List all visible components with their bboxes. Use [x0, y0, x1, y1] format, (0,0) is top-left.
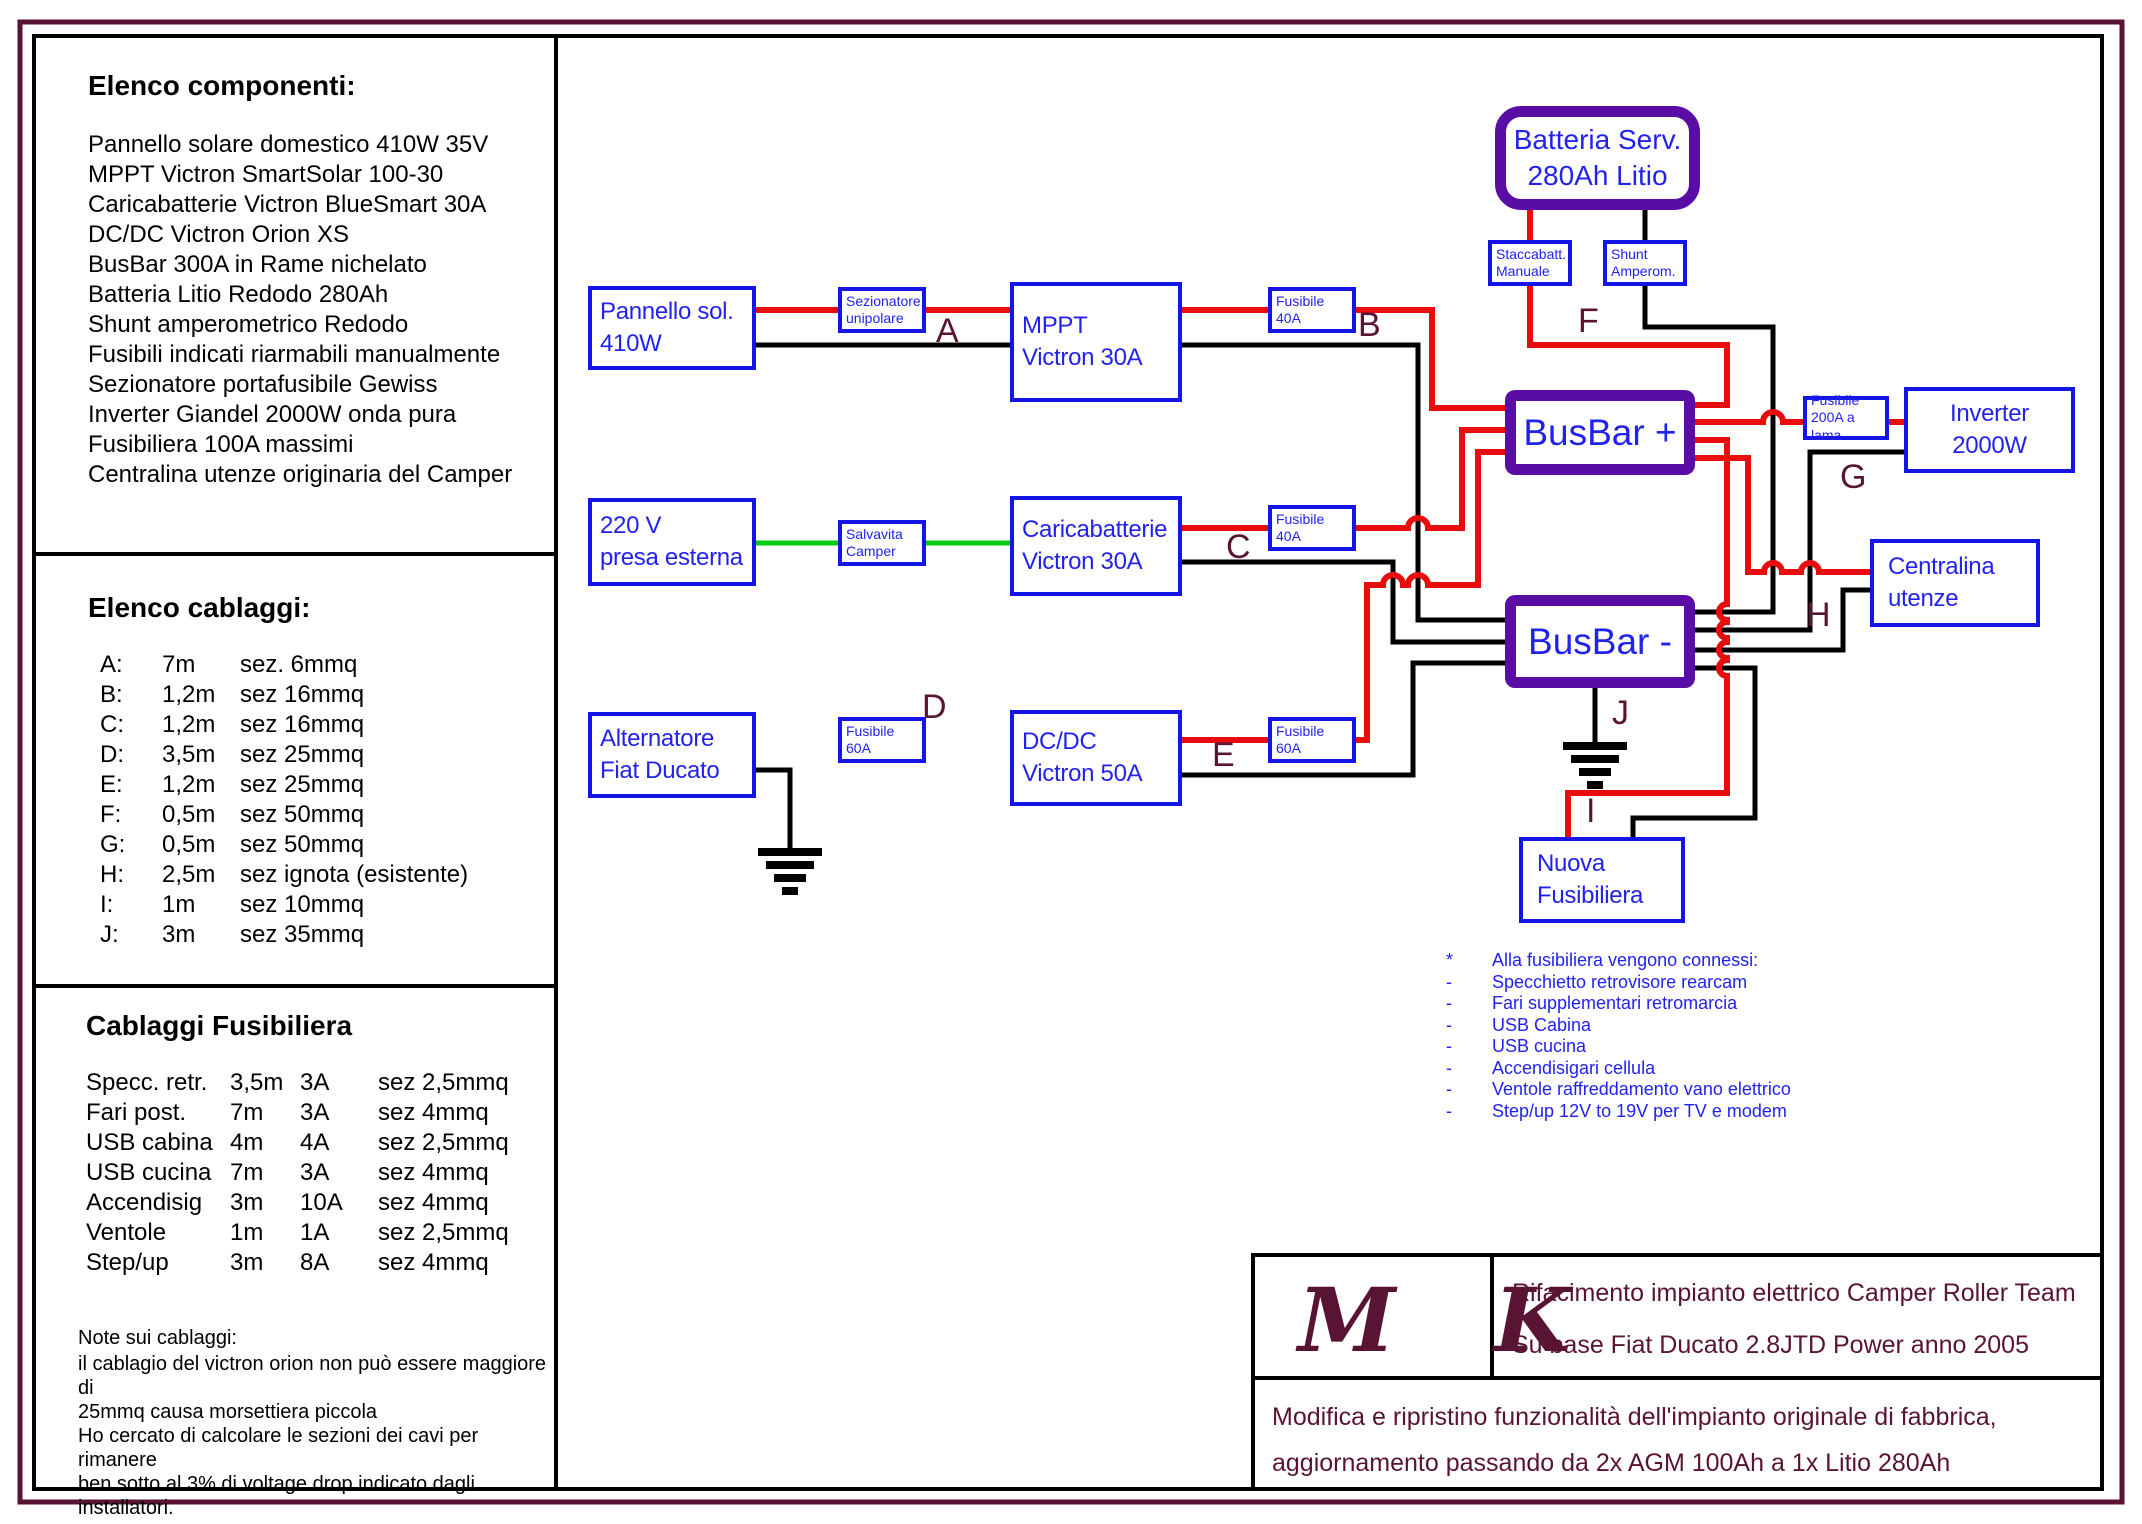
- cable-length: 2,5m: [162, 861, 216, 888]
- cable-row: [100, 680, 540, 710]
- cable-row: [100, 890, 540, 920]
- load-length: 7m: [230, 1099, 264, 1126]
- load-amp: 3A: [300, 1069, 330, 1096]
- fuse-200a-box: [1803, 391, 1889, 443]
- inverter-box: [1904, 387, 2075, 473]
- box-line: Centralina: [1888, 552, 1995, 580]
- box-line: 40A: [1276, 528, 1301, 544]
- box-line: 220 V: [600, 511, 662, 539]
- cable-section: sez ignota (esistente): [240, 861, 469, 888]
- busbar-minus-box: [1505, 595, 1695, 688]
- cables-title: Elenco cablaggi:: [88, 592, 311, 623]
- solar-panel-box: [588, 286, 756, 370]
- fusebox-note-item: [1446, 1079, 2006, 1101]
- wire-label-d: D: [922, 688, 947, 726]
- fusebox-cable-row: [86, 1188, 546, 1218]
- cable-id: D:: [100, 741, 124, 768]
- box-line: Fusibile: [1276, 292, 1325, 309]
- component-item: Pannello solare domestico 410W 35V: [88, 131, 489, 158]
- fusebox-note: [1446, 950, 2006, 1122]
- load-name: USB cabina: [86, 1129, 213, 1156]
- project-title-line2: Su base Fiat Ducato 2.8JTD Power anno 2005: [1512, 1331, 2029, 1359]
- cable-section: sez 35mmq: [240, 921, 365, 948]
- fuse-60a-right-box: [1268, 717, 1356, 763]
- components-list: [88, 130, 548, 490]
- load-amp: 10A: [300, 1189, 343, 1216]
- load-name: Specc. retr.: [86, 1069, 208, 1096]
- load-amp: 8A: [300, 1249, 330, 1276]
- wire-label-i: I: [1586, 792, 1596, 830]
- cable-id: H:: [100, 861, 124, 888]
- box-line: 280Ah Litio: [1527, 160, 1668, 191]
- load-length: 1m: [230, 1219, 264, 1246]
- mk-logo: M K: [1298, 1268, 1605, 1372]
- load-name: USB cucina: [86, 1159, 212, 1186]
- fusebox-cables-title: Cablaggi Fusibiliera: [86, 1010, 353, 1041]
- box-line: Victron 50A: [1022, 760, 1143, 787]
- note-line: 25mmq causa morsettiera piccola: [78, 1401, 378, 1423]
- cable-section: sez 10mmq: [240, 891, 365, 918]
- cable-id: G:: [100, 831, 126, 858]
- box-line: Victron 30A: [1022, 548, 1143, 575]
- cable-id: B:: [100, 681, 123, 708]
- fusebox-note-text: Accendisigari cellula: [1492, 1057, 1656, 1078]
- load-amp: 1A: [300, 1219, 330, 1246]
- busbar-plus-box: [1505, 390, 1695, 475]
- wire-label-a: A: [936, 312, 959, 350]
- fusebox-note-item: [1446, 993, 2006, 1015]
- cable-length: 1,2m: [162, 681, 216, 708]
- load-section: sez 2,5mmq: [378, 1129, 509, 1156]
- box-line: Fusibiliera: [1537, 882, 1644, 909]
- component-item: Inverter Giandel 2000W onda pura: [88, 401, 457, 428]
- cable-length: 7m: [162, 651, 196, 678]
- component-item: Shunt amperometrico Redodo: [88, 311, 409, 338]
- mains-socket-box: [588, 498, 756, 586]
- cable-section: sez 25mmq: [240, 771, 365, 798]
- cable-length: 0,5m: [162, 831, 216, 858]
- load-section: sez 4mmq: [378, 1249, 489, 1276]
- box-line: Staccabatt.: [1496, 245, 1567, 262]
- cable-length: 3m: [162, 921, 196, 948]
- box-line: Manuale: [1496, 263, 1550, 279]
- box-line: MPPT: [1022, 311, 1088, 339]
- fusebox-note-header-row: [1446, 950, 2006, 972]
- dash-mark: -: [1446, 1100, 1452, 1121]
- dcdc-box: [1010, 710, 1182, 806]
- fusebox-note-text: Fari supplementari retromarcia: [1492, 993, 1738, 1013]
- dash-mark: -: [1446, 1036, 1452, 1056]
- box-line: Batteria Serv.: [1513, 123, 1682, 155]
- description-line1: Modifica e ripristino funzionalità dell'impianto originale di fabbrica,: [1272, 1403, 1997, 1431]
- component-item: DC/DC Victron Orion XS: [88, 221, 349, 248]
- fusebox-cables-table: [86, 1068, 546, 1278]
- box-line: Inverter: [1950, 399, 2029, 427]
- box-line: Shunt: [1611, 245, 1648, 262]
- box-line: Pannello sol.: [600, 297, 734, 325]
- box-line: Amperom.: [1611, 263, 1676, 279]
- fusebox-note-item: [1446, 1058, 2006, 1080]
- new-fusebox-box: [1519, 837, 1685, 923]
- star-mark: *: [1446, 950, 1454, 970]
- distribution-panel-box: [1870, 539, 2040, 627]
- project-title-line1: Rifacimento impianto elettrico Camper Roller Team: [1512, 1279, 2076, 1307]
- cable-id: I:: [100, 891, 114, 918]
- component-item: Batteria Litio Redodo 280Ah: [88, 281, 389, 308]
- cable-section: sez 50mmq: [240, 801, 365, 828]
- component-item: Fusibili indicati riarmabili manualmente: [88, 341, 501, 368]
- wire-label-b: B: [1358, 306, 1381, 344]
- shunt-box: [1603, 240, 1687, 286]
- load-amp: 3A: [300, 1099, 330, 1126]
- wire-label-g: G: [1840, 458, 1867, 496]
- cable-id: J:: [100, 921, 119, 948]
- wire-label-h: H: [1806, 596, 1831, 634]
- box-line: Fusibile: [1276, 510, 1325, 527]
- wire-label-j: J: [1612, 694, 1629, 732]
- charger-box: [1010, 496, 1182, 596]
- battery-disconnect-box: [1488, 240, 1572, 286]
- box-line: utenze: [1888, 585, 1959, 612]
- fusebox-cable-row: [86, 1098, 546, 1128]
- load-section: sez 2,5mmq: [378, 1069, 509, 1096]
- cable-length: 1,2m: [162, 711, 216, 738]
- box-line: Fiat Ducato: [600, 757, 720, 784]
- cable-section: sez 50mmq: [240, 831, 365, 858]
- box-line: Salvavita: [846, 525, 903, 542]
- box-line: Nuova: [1537, 849, 1605, 877]
- fusebox-note-item: [1446, 1101, 2006, 1123]
- component-item: Centralina utenze originaria del Camper: [88, 461, 513, 488]
- box-line: Fusibile: [1276, 722, 1325, 739]
- wire-label-f: F: [1578, 302, 1599, 340]
- disconnector-box: [838, 287, 926, 333]
- cable-row: [100, 860, 540, 890]
- cable-row: [100, 710, 540, 740]
- note-line: Ho cercato di calcolare le sezioni dei cavi per rimanere: [78, 1425, 479, 1471]
- alternator-box: [588, 712, 756, 798]
- note-line: ben sotto al 3% di voltage drop indicato dagli installatori.: [78, 1473, 475, 1519]
- load-length: 4m: [230, 1129, 264, 1156]
- fusebox-cable-row: [86, 1218, 546, 1248]
- notes-title: Note sui cablaggi:: [78, 1327, 237, 1349]
- note-line: il cablagio del victron orion non può essere maggiore di: [78, 1353, 547, 1399]
- notes-body: [78, 1352, 548, 1520]
- cable-section: sez 16mmq: [240, 711, 365, 738]
- ground-symbol-busbar: [1563, 742, 1627, 789]
- load-amp: 3A: [300, 1159, 330, 1186]
- cable-length: 1m: [162, 891, 196, 918]
- box-line: Sezionatore: [846, 292, 921, 309]
- dash-mark: -: [1446, 1057, 1452, 1078]
- cable-id: E:: [100, 771, 123, 798]
- dash-mark: -: [1446, 1079, 1452, 1099]
- box-line: 200A a lama: [1811, 409, 1855, 443]
- fusebox-note-item: [1446, 1036, 2006, 1058]
- cable-section: sez 16mmq: [240, 681, 365, 708]
- box-line: DC/DC: [1022, 727, 1097, 755]
- box-line: 60A: [1276, 740, 1301, 756]
- rcd-box: [838, 520, 926, 566]
- box-line: 40A: [1276, 310, 1301, 326]
- load-section: sez 4mmq: [378, 1159, 489, 1186]
- load-name: Step/up: [86, 1249, 169, 1276]
- cable-row: [100, 920, 540, 950]
- box-line: 60A: [846, 740, 871, 756]
- load-section: sez 2,5mmq: [378, 1219, 509, 1246]
- fusebox-note-item: [1446, 1015, 2006, 1037]
- load-length: 7m: [230, 1159, 264, 1186]
- fusebox-cable-row: [86, 1248, 546, 1278]
- cable-section: sez. 6mmq: [240, 651, 358, 678]
- cables-table: [100, 650, 540, 950]
- cable-id: A:: [100, 651, 123, 678]
- cable-row: [100, 770, 540, 800]
- cable-row: [100, 650, 540, 680]
- load-name: Accendisig: [86, 1189, 203, 1216]
- component-item: Fusibiliera 100A massimi: [88, 431, 354, 458]
- mppt-box: [1010, 282, 1182, 402]
- dash-mark: -: [1446, 1014, 1452, 1035]
- cable-length: 0,5m: [162, 801, 216, 828]
- cable-row: [100, 830, 540, 860]
- fuse-40a-top-box: [1268, 287, 1356, 333]
- description-line2: aggiornamento passando da 2x AGM 100Ah a 1x Litio 280Ah: [1272, 1449, 1951, 1477]
- fuse-40a-mid-box: [1268, 505, 1356, 551]
- dash-mark: -: [1446, 971, 1452, 992]
- component-item: Caricabatterie Victron BlueSmart 30A: [88, 191, 487, 218]
- box-line: BusBar +: [1523, 411, 1677, 453]
- wire-label-c: C: [1226, 528, 1251, 566]
- fusebox-note-header: Alla fusibiliera vengono connessi:: [1492, 950, 1759, 970]
- load-amp: 4A: [300, 1129, 330, 1156]
- box-line: Fusibile: [846, 722, 895, 739]
- box-line: presa esterna: [600, 544, 743, 571]
- battery-box: [1495, 106, 1700, 210]
- cable-row: [100, 740, 540, 770]
- load-length: 3m: [230, 1189, 264, 1216]
- box-line: 410W: [600, 330, 662, 357]
- load-section: sez 4mmq: [378, 1099, 489, 1126]
- load-length: 3m: [230, 1249, 264, 1276]
- cable-row: [100, 800, 540, 830]
- box-line: Victron 30A: [1022, 344, 1143, 371]
- component-item: BusBar 300A in Rame nichelato: [88, 251, 427, 278]
- fusebox-note-text: USB cucina: [1492, 1036, 1587, 1056]
- box-line: Alternatore: [600, 724, 715, 752]
- fusebox-cable-row: [86, 1068, 546, 1098]
- dash-mark: -: [1446, 993, 1452, 1013]
- component-item: MPPT Victron SmartSolar 100-30: [88, 161, 444, 188]
- fusebox-note-text: USB Cabina: [1492, 1014, 1592, 1035]
- cable-section: sez 25mmq: [240, 741, 365, 768]
- box-line: unipolare: [846, 310, 904, 326]
- fusebox-note-text: Ventole raffreddamento vano elettrico: [1492, 1079, 1791, 1099]
- fuse-60a-left-box: [838, 717, 926, 763]
- box-line: Fusibile: [1811, 391, 1860, 408]
- box-line: Camper: [846, 543, 896, 559]
- box-line: BusBar -: [1528, 620, 1672, 662]
- load-name: Fari post.: [86, 1099, 187, 1126]
- fusebox-note-text: Step/up 12V to 19V per TV e modem: [1492, 1100, 1787, 1121]
- fusebox-note-item: [1446, 972, 2006, 994]
- cable-id: F:: [100, 801, 122, 828]
- cable-id: C:: [100, 711, 124, 738]
- box-line: Caricabatterie: [1022, 515, 1168, 543]
- cable-length: 3,5m: [162, 741, 216, 768]
- load-name: Ventole: [86, 1219, 167, 1246]
- fusebox-cable-row: [86, 1158, 546, 1188]
- ground-symbol-alternatore: [758, 848, 822, 895]
- component-item: Sezionatore portafusibile Gewiss: [88, 371, 438, 398]
- components-title: Elenco componenti:: [88, 70, 356, 101]
- cable-length: 1,2m: [162, 771, 216, 798]
- box-line: 2000W: [1952, 432, 2027, 459]
- fusebox-note-text: Specchietto retrovisore rearcam: [1492, 971, 1748, 992]
- load-length: 3,5m: [230, 1069, 284, 1096]
- load-section: sez 4mmq: [378, 1189, 489, 1216]
- fusebox-cable-row: [86, 1128, 546, 1158]
- wire-label-e: E: [1212, 736, 1235, 774]
